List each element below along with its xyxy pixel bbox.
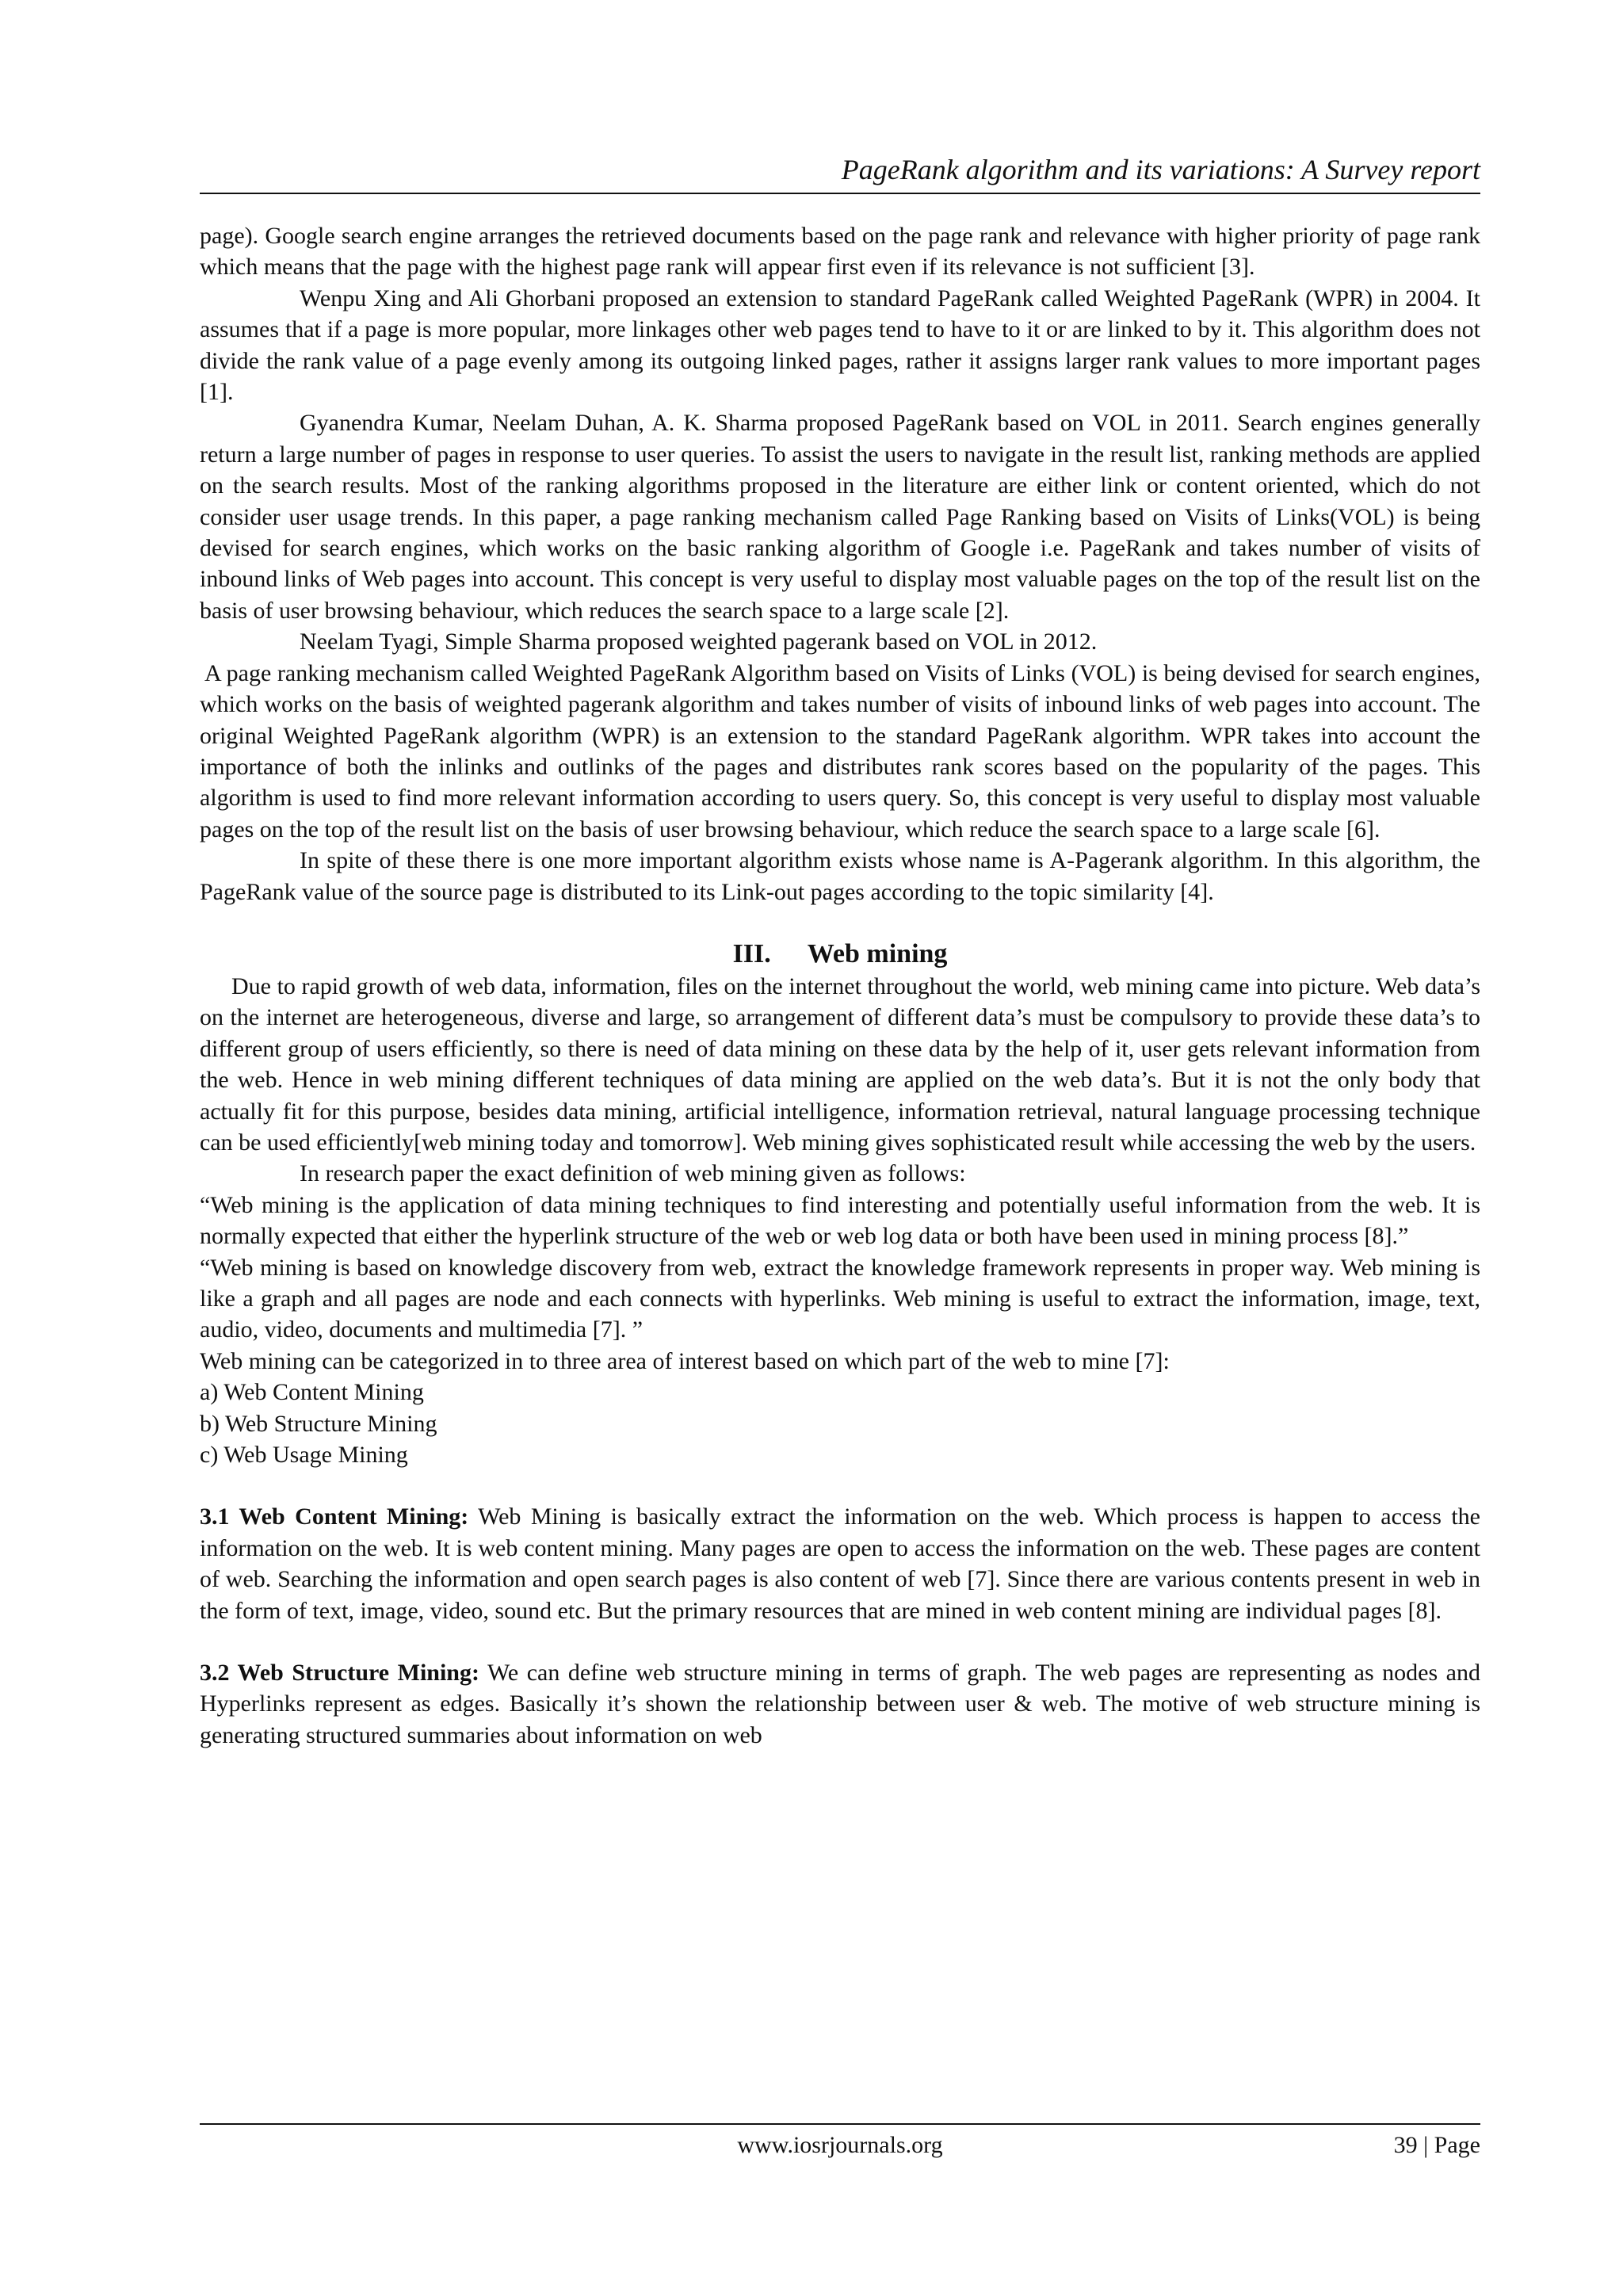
- section-number: III.: [732, 938, 771, 968]
- list-item: c) Web Usage Mining: [200, 1442, 408, 1469]
- list-item: b) Web Structure Mining: [200, 1410, 437, 1437]
- paragraph: Gyanendra Kumar, Neelam Duhan, A. K. Sharma proposed PageRank based on VOL in 2011. Search engines generally return a large number of pages in response to user queries. To assist the users to navigate in the result list, ranking methods are applied on the search results. Most of the ranking algorithms proposed in the literature are either link or content oriented, which do not consider user usage trends. In this paper, a page ranking mechanism called Page Ranking based on Visits of Links(VOL) is being devised for search engines, which works on the basic ranking algorithm of Google i.e. PageRank and takes number of visits of inbound links of Web pages into account. This concept is very useful to display most valuable pages on the top of the result list on the basis of user browsing behaviour, which reduces the search space to a large scale [2].: [200, 410, 1480, 624]
- body-text: [200, 220, 1480, 1751]
- page-number: 39 | Page: [1393, 2132, 1480, 2158]
- subsection-heading: 3.2 Web Structure Mining:: [200, 1660, 479, 1687]
- subsection-paragraph: [200, 1501, 1480, 1626]
- section-title: Web mining: [807, 938, 948, 968]
- paragraph: In research paper the exact definition of web mining given as follows:: [300, 1160, 966, 1187]
- paragraph: Web mining can be categorized in to three area of interest based on which part of the web to mine [7]:: [200, 1347, 1170, 1374]
- paragraph: Wenpu Xing and Ali Ghorbani proposed an extension to standard PageRank called Weighted PageRank (WPR) in 2004. It assumes that if a page is more popular, more linkages other web pages tend to have to it or are linked to by it. This algorithm does not divide the rank value of a page evenly among its outgoing linked pages, rather it assigns larger rank values to more important pages [1].: [200, 285, 1480, 406]
- spacer: [200, 1470, 1480, 1501]
- section-heading: [200, 938, 1480, 971]
- header-rule: [200, 193, 1480, 194]
- footer-rule: [200, 2123, 1480, 2125]
- subsection-text: Web Mining is basically extract the information on the web. Which process is happen to access the information on the web. It is web content mining. Many pages are open to access the information on the web. These pages are content of web. Searching the information and open search pages is also content of web [7]. Since there are various contents present in web in the form of text, image, video, sound etc. But the primary resources that are mined in web content mining are individual pages [8].: [200, 1503, 1480, 1624]
- subsection-heading: 3.1 Web Content Mining:: [200, 1503, 469, 1530]
- list-item: a) Web Content Mining: [200, 1379, 424, 1406]
- paragraph: Neelam Tyagi, Simple Sharma proposed weighted pagerank based on VOL in 2012.: [300, 628, 1098, 655]
- subsection-paragraph: [200, 1657, 1480, 1751]
- subsection-text: We can define web structure mining in terms of graph. The web pages are representing as nodes and Hyperlinks represent as edges. Basically it’s shown the relationship between user & web. The motive of web structure mining is generating structured summaries about information on web: [200, 1660, 1480, 1748]
- journal-url: www.iosrjournals.org: [737, 2132, 943, 2158]
- quote: “Web mining is the application of data mining techniques to find interesting and potentially useful information from the web. It is normally expected that either the hyperlink structure of the web or web log data or both have been used in mining process [8].”: [200, 1191, 1480, 1250]
- running-title: PageRank algorithm and its variations: A Survey report: [841, 154, 1480, 185]
- paragraph: page). Google search engine arranges the retrieved documents based on the page rank and relevance with higher priority of page rank which means that the page with the highest page rank will appear first even if its relevance is not sufficient [3].: [200, 223, 1480, 281]
- paragraph: Due to rapid growth of web data, information, files on the internet throughout the world, web mining came into picture. Web data’s on the internet are heterogeneous, diverse and large, so arrangement of different data’s must be compulsory to provide these data’s to different group of users efficiently, so there is need of data mining on these data by the help of it, user gets relevant information from the web. Hence in web mining different techniques of data mining are applied on the web data’s. But it is not the only body that actually fit for this purpose, besides data mining, artificial intelligence, information retrieval, natural language processing technique can be used efficiently[web mining today and tomorrow]. Web mining gives sophisticated result while accessing the web by the users.: [200, 972, 1480, 1156]
- paragraph: In spite of these there is one more important algorithm exists whose name is A-Pagerank algorithm. In this algorithm, the PageRank value of the source page is distributed to its Link-out pages according to the topic similarity [4].: [200, 847, 1480, 905]
- spacer: [200, 1626, 1480, 1657]
- paragraph: A page ranking mechanism called Weighted PageRank Algorithm based on Visits of Links (VOL) is being devised for search engines, which works on the basis of weighted pagerank algorithm and takes number of visits of inbound links of web pages into account. The original Weighted PageRank algorithm (WPR) is an extension to the standard PageRank algorithm. WPR takes into account the importance of both the inlinks and outlinks of the pages and distributes rank scores based on the popularity of the pages. This algorithm is used to find more relevant information according to users query. So, this concept is very useful to display most valuable pages on the top of the result list on the basis of user browsing behaviour, which reduce the search space to a large scale [6].: [200, 659, 1480, 842]
- quote: “Web mining is based on knowledge discovery from web, extract the knowledge framework represents in proper way. Web mining is like a graph and all pages are node and each connects with hyperlinks. Web mining is useful to extract the information, image, text, audio, video, documents and multimedia [7]. ”: [200, 1254, 1480, 1343]
